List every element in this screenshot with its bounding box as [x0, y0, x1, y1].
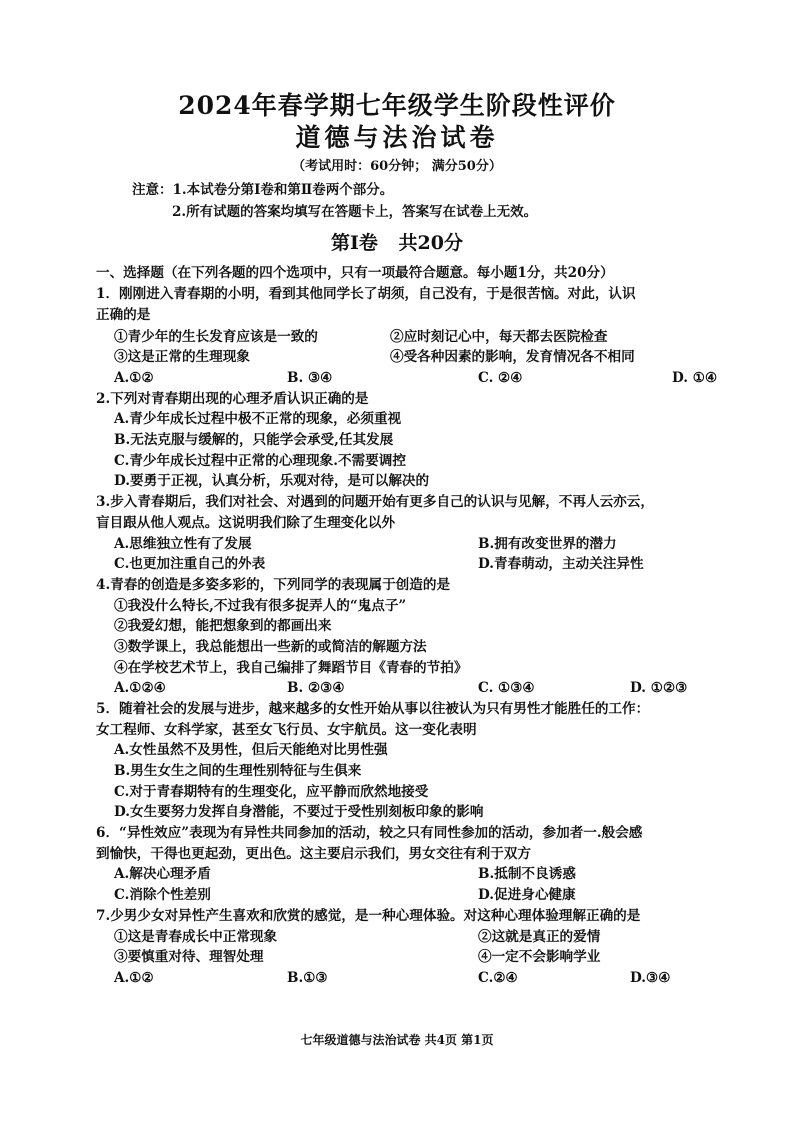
q4-option-a: A.①②④: [114, 680, 166, 696]
question-1-line-1: 1．刚刚进入青春期的小明，看到其他同学长了胡须，自己没有，于是很苦恼。对此，认识: [96, 286, 636, 302]
question-5-line-2: 女工程师、女科学家，甚至女飞行员、女宇航员。这一变化表明: [96, 722, 477, 738]
q6-option-a: A.解决心理矛盾: [114, 866, 211, 882]
q1-option-b: B. ③④: [287, 370, 333, 386]
q7-option-b: B.①③: [287, 970, 328, 986]
q2-option-c: C.青少年成长过程中正常的心理现象.不需要调控: [114, 453, 406, 469]
q4-statement-4: ④在学校艺术节上，我自己编排了舞蹈节目《青春的节拍》: [114, 660, 468, 676]
q1-option-c: C. ②④: [478, 370, 523, 386]
question-1-line-2: 正确的是: [96, 307, 151, 323]
q1-statement-1: ①青少年的生长发育应该是一致的: [114, 329, 318, 345]
q1-option-d: D. ①④: [672, 370, 718, 386]
question-6-line-2: 到愉快，干得也更起劲，更出色。这主要启示我们，男女交往有利于双方: [96, 846, 531, 862]
q1-statement-3: ③这是正常的生理现象: [114, 349, 250, 365]
q5-option-b: B.男生女生之间的生理性别特征与生俱来: [114, 763, 362, 779]
page-footer: 七年级道德与法治试卷 共4页 第1页: [300, 1033, 494, 1047]
q5-option-c: C.对于青春期特有的生理变化，应平静而欣然地接受: [114, 784, 429, 800]
section-heading: 第Ⅰ卷 共20分: [331, 232, 463, 254]
q4-statement-1: ①我没什么特长,不过我有很多捉弄人的“鬼点子”: [114, 598, 407, 614]
question-6-line-1: 6．“异性效应”表现为有异性共同参加的活动，较之只有同性参加的活动，参加者一.般会感: [96, 825, 643, 841]
question-2: 2.下列对青春期出现的心理矛盾认识正确的是: [96, 391, 369, 407]
q5-option-a: A.女性虽然不及男性，但后天能绝对比男性强: [114, 742, 388, 758]
q6-option-d: D.促进身心健康: [478, 887, 576, 903]
q7-statement-1: ①这是青春成长中正常现象: [114, 929, 278, 945]
q3-option-d: D.青春萌动，主动关注异性: [478, 556, 644, 572]
exam-note-1: 注意：1.本试卷分第Ⅰ卷和第Ⅱ卷两个部分。: [132, 182, 394, 198]
exam-subject: 道德与法治试卷: [295, 123, 499, 152]
q3-option-b: B.拥有改变世界的潜力: [478, 536, 617, 552]
q6-option-c: C.消除个性差别: [114, 887, 211, 903]
q4-option-b: B. ②③④: [287, 680, 345, 696]
q4-option-c: C. ①③④: [478, 680, 535, 696]
exam-note-2: 2.所有试题的答案均填写在答题卡上，答案写在试卷上无效。: [172, 204, 538, 220]
exam-meta: （考试用时：60分钟； 满分50分）: [292, 159, 502, 174]
question-7: 7.少男少女对异性产生喜欢和欣赏的感觉，是一种心理体验。对这种心理体验理解正确的是: [96, 908, 641, 924]
q7-statement-2: ②这就是真正的爱情: [478, 929, 601, 945]
q3-option-a: A.思维独立性有了发展: [114, 536, 252, 552]
q6-option-b: B.抵制不良诱惑: [478, 866, 576, 882]
exam-title: 2024年春学期七年级学生阶段性评价: [178, 91, 616, 120]
question-3-line-2: 盲目跟从他人观点。这说明我们除了生理变化以外: [96, 515, 396, 531]
q3-option-c: C.也更加注重自己的外表: [114, 556, 266, 572]
q2-option-b: B.无法克服与缓解的，只能学会承受,任其发展: [114, 432, 394, 448]
q7-option-d: D.③④: [630, 970, 671, 986]
q7-statement-4: ④一定不会影响学业: [478, 949, 601, 965]
q7-option-a: A.①②: [114, 970, 154, 986]
section-instructions: 一、选择题（在下列各题的四个选项中，只有一项最符合题意。每小题1分，共20分）: [96, 265, 614, 281]
question-4: 4.青春的创造是多姿多彩的，下列同学的表现属于创造的是: [96, 577, 451, 593]
q4-option-d: D. ①②③: [630, 680, 688, 696]
q1-statement-2: ②应时刻记心中，每天都去医院检查: [390, 329, 608, 345]
question-3-line-1: 3.步入青春期后，我们对社会、对遇到的问题开始有更多自己的认识与见解，不再人云亦云，: [96, 494, 654, 510]
q7-option-c: C.②④: [478, 970, 518, 986]
q4-statement-3: ③数学课上，我总能想出一些新的或简洁的解题方法: [114, 639, 427, 655]
q7-statement-3: ③要慎重对待、理智处理: [114, 949, 264, 965]
q5-option-d: D.女生要努力发挥自身潜能，不要过于受性别刻板印象的影响: [114, 804, 484, 820]
q1-option-a: A.①②: [114, 370, 154, 386]
q2-option-a: A.青少年成长过程中极不正常的现象，必须重视: [114, 411, 402, 427]
q2-option-d: D.要勇于正视，认真分析，乐观对待，是可以解决的: [114, 473, 430, 489]
question-5-line-1: 5．随着社会的发展与进步，越来越多的女性开始从事以往被认为只有男性才能胜任的工作：: [96, 701, 650, 717]
q1-statement-4: ④受各种因素的影响，发育情况各不相同: [390, 349, 635, 365]
q4-statement-2: ②我爱幻想，能把想象到的都画出来: [114, 618, 332, 634]
